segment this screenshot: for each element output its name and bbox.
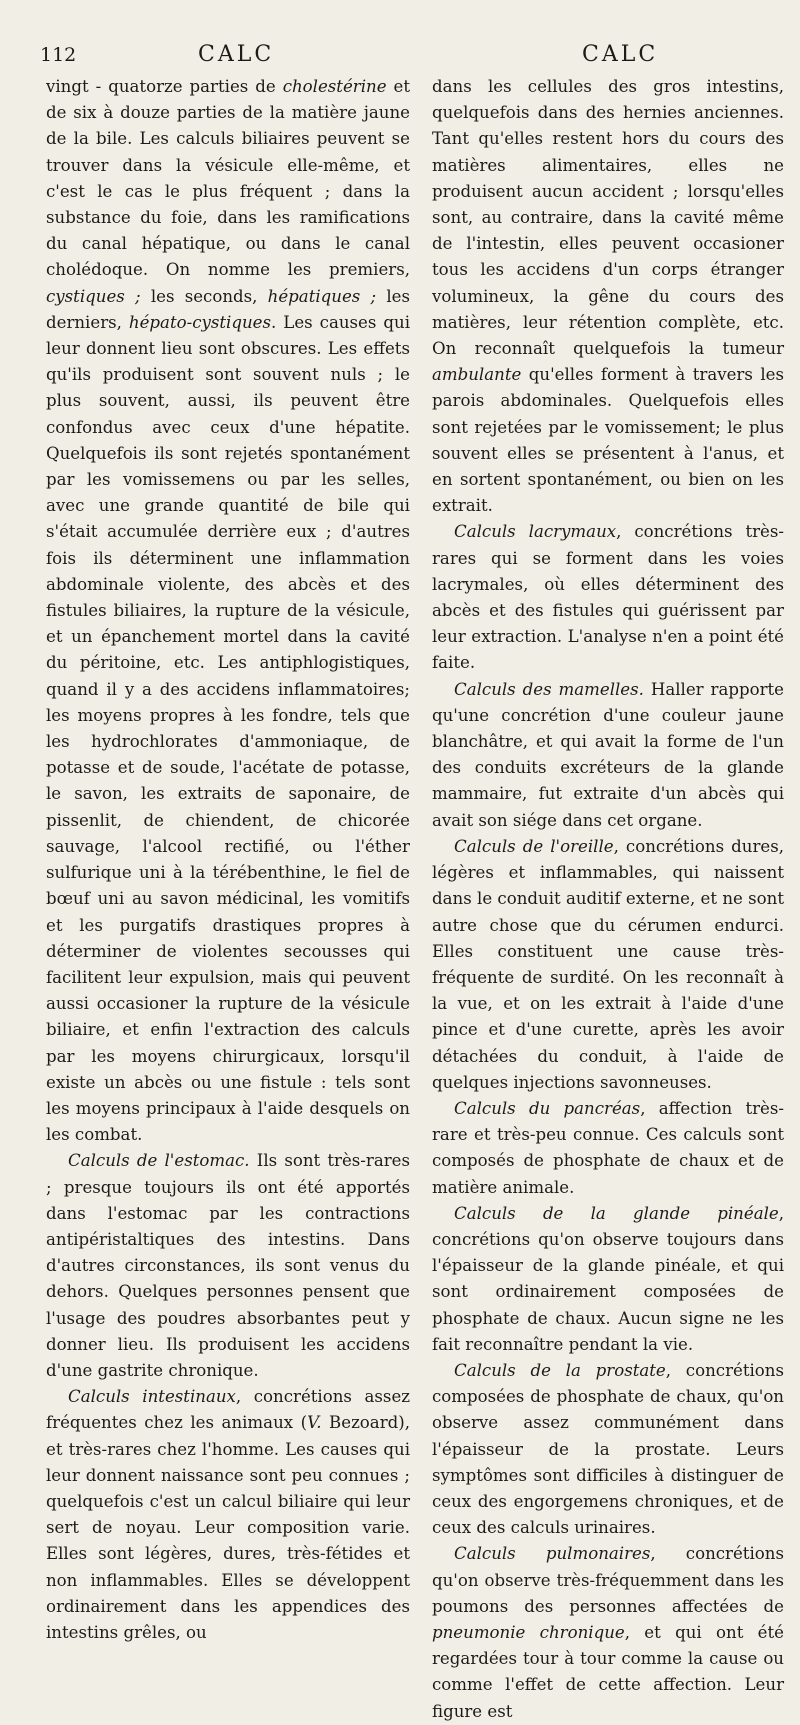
italic-term: Calculs du pancréas bbox=[454, 1098, 641, 1118]
text-run: , concrétions qu'on observe toujours dans l'épaisseur de la glande pinéale, et qui sont ordinairement composées de phosphate de chaux. Aucun signe ne les fait reconnaître pendant la vie. bbox=[432, 1203, 784, 1354]
italic-term: Calculs lacrymaux bbox=[454, 522, 617, 542]
text-run: , affection très-rare et très-peu connue. Ces calculs sont composés de phosphate de chaux et de matière animale. bbox=[432, 1098, 784, 1197]
text-run: vingt - quatorze parties de bbox=[46, 77, 283, 96]
text-run: Bezoard), et très-rares chez l'homme. Les causes qui leur donnent naissance sont peu connues ; quelquefois c'est un calcul biliaire qui leur sert de noyau. Leur composition varie. Elles sont légères, dures, très-fétides et non inflammables. Elles se développent ordinairement dans les appendices des intestins grêles, ou bbox=[46, 1413, 410, 1642]
text-run: . Les causes qui leur donnent lieu sont obscures. Les effets qu'ils produisent sont souvent nuls ; le plus souvent, aussi, ils peuvent être confondus avec ceux d'une hépatite. Quelquefois ils sont rejetés spontanément par les vomissemens ou par les selles, avec une grande quantité de bile qui s'était accumulée derrière eux ; d'autres fois ils déterminent une inflammation abdominale violente, des abcès et des fistules biliaires, la rupture de la vésicule, et un épanchement mortel dans la cavité du péritoine, etc. Les antiphlogistiques, quand il y a des accidens inflammatoires; les moyens propres à les fondre, tels que les hydrochlorates d'ammoniaque, de potasse et de soude, l'acétate de potasse, le savon, les extraits de saponaire, de pissenlit, de chiendent, de chicorée sauvage, l'alcool rectifié, ou l'éther sulfurique uni à la térébenthine, le fiel de bœuf uni au savon médicinal, les vomitifs et les purgatifs drastiques propres à déterminer de violentes secousses qui facilitent leur expulsion, mais qui peuvent aussi occasioner la rupture de la vésicule biliaire, et enfin l'extraction des calculs par les moyens chirurgicaux, lorsqu'il existe un abcès ou une fistule : tels sont les moyens principaux à l'aide desquels on les combat. bbox=[46, 312, 411, 1145]
running-head-right: CALC bbox=[582, 42, 659, 67]
paragraph bbox=[46, 1384, 410, 1646]
paragraph bbox=[432, 834, 784, 1096]
paragraph bbox=[432, 1096, 784, 1201]
text-run: , et qui ont été regardées tour à tour comme la cause ou comme l'effet de cette affection. Leur figure est bbox=[432, 1622, 784, 1721]
text-run: les derniers, bbox=[46, 286, 411, 332]
text-run: , concrétions qu'on observe très-fréquemment dans les poumons des personnes affectées de bbox=[432, 1544, 784, 1616]
italic-term: hépatiques ; bbox=[267, 286, 377, 306]
italic-term: Calculs pulmonaires bbox=[454, 1544, 651, 1564]
italic-term: ambulante bbox=[432, 365, 522, 385]
text-run: dans les cellules des gros intestins, quelquefois dans des hernies anciennes. Tant qu'elles restent hors du cours des matières alimentaires, elles ne produisent aucun accident ; lorsqu'elles sont, au contraire, dans la cavité même de l'intestin, elles peuvent occasioner tous les accidens d'un corps étranger volumineux, la gêne du cours des matières, leur rétention complète, etc. On reconnaît quelquefois la tumeur bbox=[432, 77, 784, 359]
text-run: , concrétions assez fréquentes chez les animaux ( bbox=[46, 1387, 411, 1433]
paragraph bbox=[432, 1358, 784, 1541]
italic-term: Calculs de l'estomac. bbox=[68, 1151, 250, 1171]
paragraph bbox=[432, 74, 784, 519]
right-column bbox=[432, 74, 784, 1725]
italic-term: hépato-cystiques bbox=[128, 312, 272, 332]
text-run: et de six à douze parties de la matière jaune de la bile. Les calculs biliaires peuvent se trouver dans la vésicule elle-même, et c'est le cas le plus fréquent ; dans la substance du foie, dans les ramifications du canal hépatique, ou dans le canal cholédoque. On nomme les premiers, bbox=[46, 77, 411, 280]
paragraph bbox=[432, 519, 784, 676]
paragraph bbox=[432, 1541, 784, 1724]
running-header bbox=[0, 40, 800, 74]
text-run: qu'elles forment à travers les parois abdominales. Quelquefois elles sont rejetées par le vomissement; le plus souvent elles se présentent à l'anus, et en sortent spontanément, ou bien on les extrait. bbox=[432, 365, 784, 516]
text-run: les seconds, bbox=[140, 286, 268, 306]
text-run: , concrétions très-rares qui se forment dans les voies lacrymales, où elles déterminent des abcès et des fistules qui guérissent par leur extraction. L'analyse n'en a point été faite. bbox=[432, 522, 785, 673]
paragraph bbox=[432, 677, 784, 834]
text-run: Haller rapporte qu'une concrétion d'une couleur jaune blanchâtre, et qui avait la forme de l'un des conduits excréteurs de la glande mammaire, fut extraite d'un abcès qui avait son siége dans cet organe. bbox=[432, 679, 784, 830]
paragraph bbox=[46, 74, 410, 1148]
text-run: , concrétions dures, légères et inflammables, qui naissent dans le conduit auditif externe, et ne sont autre chose que du cérumen endurci. Elles constituent une cause très-fréquente de surdité. On les reconnaît à la vue, et on les extrait à l'aide d'une pince et d'une curette, après les avoir détachées du conduit, à l'aide de quelques injections savonneuses. bbox=[432, 836, 784, 1092]
italic-term: Calculs intestinaux bbox=[68, 1387, 236, 1407]
page-number: 112 bbox=[40, 44, 77, 66]
text-run: , concrétions composées de phosphate de chaux, qu'on observe assez communément dans l'épaisseur de la prostate. Leurs symptômes sont difficiles à distinguer de ceux des engorgemens chroniques, et de ceux des calculs urinaires. bbox=[432, 1360, 784, 1538]
italic-term: cystiques ; bbox=[46, 286, 141, 306]
running-head-left: CALC bbox=[198, 42, 275, 67]
text-run: Ils sont très-rares ; presque toujours ils ont été apportés dans l'estomac par les contractions antipéristaltiques des intestins. Dans d'autres circonstances, ils sont venus du dehors. Quelques personnes pensent que l'usage des poudres absorbantes peut y donner lieu. Ils produisent les accidens d'une gastrite chronique. bbox=[46, 1151, 410, 1380]
italic-term: Calculs des mamelles. bbox=[454, 679, 644, 699]
italic-term: cholestérine bbox=[282, 77, 387, 96]
italic-term: Calculs de l'oreille bbox=[454, 836, 614, 856]
italic-term: V. bbox=[307, 1413, 322, 1433]
italic-term: pneumonie chronique bbox=[432, 1622, 625, 1642]
italic-term: Calculs de la glande pinéale bbox=[454, 1203, 779, 1223]
italic-term: Calculs de la prostate bbox=[454, 1360, 666, 1380]
paragraph bbox=[432, 1201, 784, 1358]
paragraph bbox=[46, 1148, 410, 1384]
left-column bbox=[46, 74, 410, 1646]
